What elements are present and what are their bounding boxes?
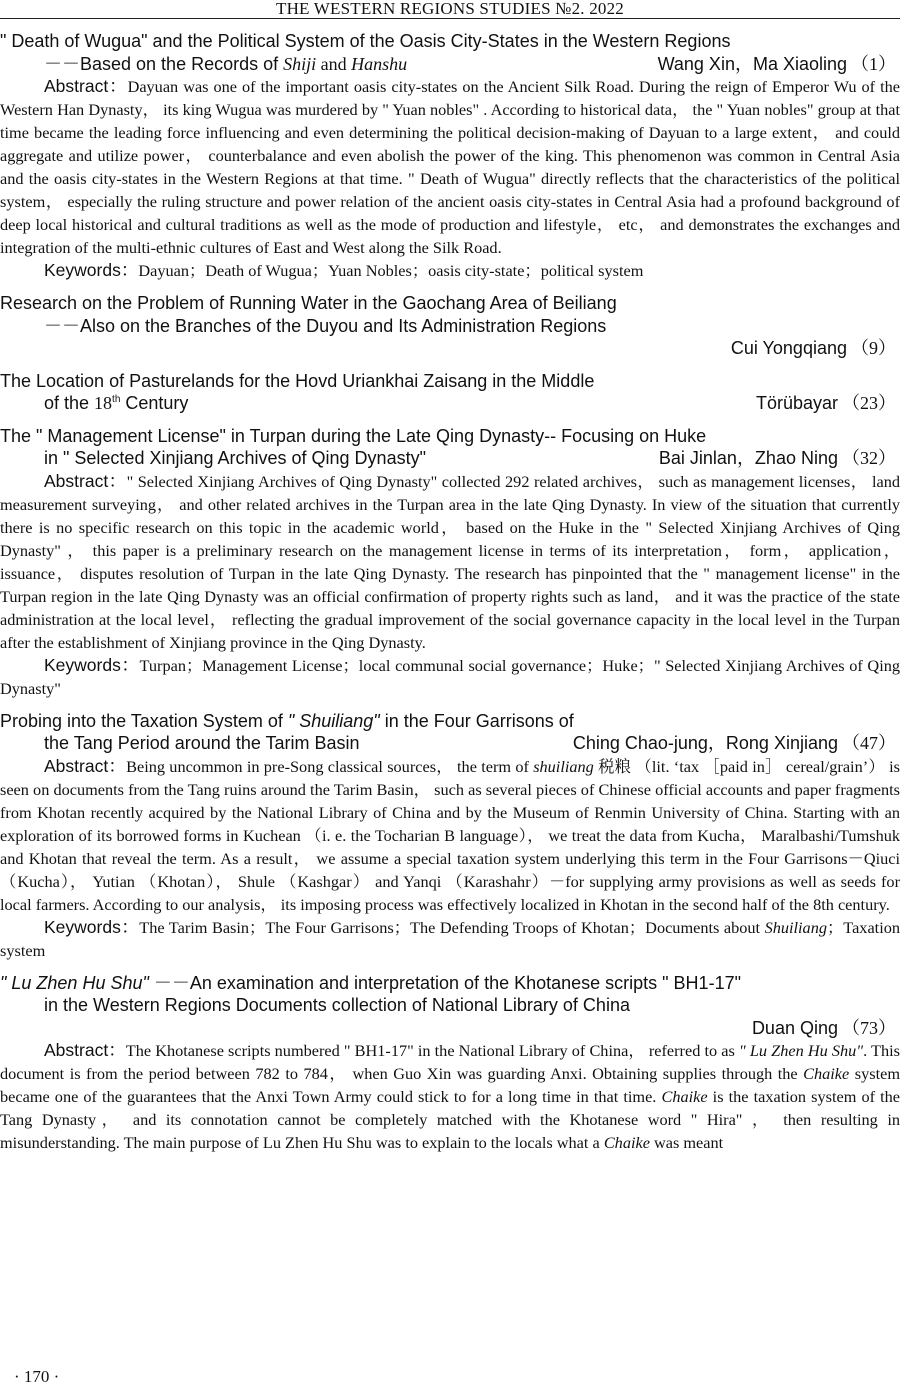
abstract-label: Abstract：	[44, 755, 127, 776]
article-entry-turpan	[0, 425, 900, 700]
article-title[interactable]: The " Management License" in Turpan during the Late Qing Dynasty-- Focusing on Huke	[0, 425, 707, 446]
article-entry-hovd	[0, 370, 900, 415]
article-title-continued[interactable]: in the Western Regions Documents collection of National Library of China	[44, 995, 630, 1015]
article-keywords: Keywords：Dayuan；Death of Wugua；Yuan Nobles；oasis city-state；political system	[44, 260, 644, 280]
page-folio: · 170 ·	[14, 1367, 60, 1386]
keywords-label: Keywords：	[44, 654, 140, 675]
abstract-label: Abstract：	[44, 1040, 126, 1060]
page-number: （9）	[851, 338, 896, 358]
article-keywords: Keywords：The Tarim Basin；The Four Garrisons；The Defending Troops of Khotan；Documents about Shuiliang；Taxation system	[0, 916, 900, 960]
contents-list	[0, 30, 900, 1164]
article-abstract: Abstract：Being uncommon in pre-Song classical sources， the term of shuiliang 税粮 （lit. ‘tax ［paid in］ cereal/grain’） is seen on documents from the Tang ruins around the Tarim Basin， such as several pieces of Chinese official accounts and paper fragments from Khotan recently acquired by the National Library of China and by the Museum of Renmin University of China. Starting with an exploration of its borrowed forms in Kuchean （i. e. the Tocharian B language）， we treat the data from Kucha， Maralbashi/Tumshuk and Khotan that reveal the term. As a result， we assume a special taxation system underlying this term in the Four Garrisons－Qiuci （Kucha）， Yutian （Khotan）， Shule （Kashgar） and Yanqi （Karashahr）－for supplying army provisions as well as seeds for local farmers. According to our analysis， its imposing process was effectively localized in Khotan in the second half of the 8th century.	[0, 755, 900, 914]
article-authors: Ching Chao-jung，Rong Xinjiang	[572, 733, 838, 753]
article-entry-gaochang	[0, 292, 900, 360]
article-subtitle[interactable]: －－Also on the Branches of the Duyou and Its Administration Regions	[44, 315, 607, 336]
article-abstract: Abstract：Dayuan was one of the important oasis city-states on the Ancient Silk Road. During the reign of Emperor Wu of the Western Han Dynasty， its king Wugua was murdered by " Yuan nobles" . According to historical data， the " Yuan nobles" group at that time became the leading force influencing and even determining the political decision-making of Dayuan to a large extent， and could aggregate and utilize power， counterbalance and even abolish the power of the king. This phenomenon was common in Central Asia and the oasis city-states in the Western Regions at that time. " Death of Wugua" directly reflects that the characteristics of the political system， especially the ruling structure and power relation of the ancient oasis city-states in Central Asia had a profound background of deep local historical and cultural traditions as well as the mode of production and lifestyle， etc， and demonstrates the exchanges and integration of the multi-ethnic cultures of East and West along the Silk Road.	[0, 76, 900, 257]
abstract-label: Abstract：	[44, 470, 127, 491]
article-entry-shuiliang	[0, 710, 900, 962]
article-entry-wugua	[0, 30, 900, 282]
article-byline	[0, 337, 900, 360]
article-title[interactable]: Research on the Problem of Running Water in the Gaochang Area of Beiliang	[0, 293, 617, 313]
page-number: （73）	[842, 1017, 896, 1038]
article-abstract: Abstract：The Khotanese scripts numbered " BH1-17" in the National Library of China， referred to as " Lu Zhen Hu Shu". This document is from the period between 782 to 784， when Guo Xin was guarding Anxi. Obtaining supplies through the Chaike system became one of the guarantees that the Anxi Town Army could stick to for a long time in that time. Chaike is the taxation system of the Tang Dynasty， and its connotation cannot be completely matched with the Khotanese word " Hira" ， then resulting in misunderstanding. The main purpose of Lu Zhen Hu Shu was to explain to the locals what a Chaike was meant	[0, 1040, 900, 1152]
article-keywords: Keywords：Turpan；Management License；local communal social governance；Huke；" Selected Xinjiang Archives of Qing Dynasty"	[0, 654, 900, 698]
page-number: （23）	[842, 393, 896, 413]
running-head: THE WESTERN REGIONS STUDIES №2. 2022	[0, 0, 900, 19]
article-title-continued[interactable]: in " Selected Xinjiang Archives of Qing Dynasty" Bai Jinlan，Zhao Ning （32）	[44, 448, 896, 468]
page-number: （1）	[851, 53, 896, 74]
page-number: （32）	[842, 448, 896, 468]
article-authors: Duan Qing	[751, 1017, 838, 1038]
article-byline	[0, 1017, 900, 1040]
article-title-continued[interactable]: the Tang Period around the Tarim Basin Ching Chao-jung，Rong Xinjiang （47）	[44, 733, 896, 753]
article-title[interactable]: " Lu Zhen Hu Shu" －－An examination and interpretation of the Khotanese scripts " BH1-17"	[0, 972, 741, 993]
article-subtitle[interactable]: －－Based on the Records of Shiji and Hanshu Wang Xin，Ma Xiaoling （1）	[44, 53, 896, 74]
article-title[interactable]: The Location of Pasturelands for the Hovd Uriankhai Zaisang in the Middle	[0, 370, 595, 391]
article-title[interactable]: Probing into the Taxation System of " Shuiliang" in the Four Garrisons of	[0, 710, 574, 731]
article-authors: Törübayar	[755, 393, 838, 413]
article-title-continued[interactable]: of the 18th Century Törübayar （23）	[44, 393, 896, 413]
article-authors: Bai Jinlan，Zhao Ning	[658, 448, 838, 468]
keywords-label: Keywords：	[44, 916, 140, 937]
article-authors: Cui Yongqiang	[730, 338, 847, 358]
article-title[interactable]: " Death of Wugua" and the Political System of the Oasis City-States in the Western Regions	[0, 31, 731, 51]
article-authors: Wang Xin，Ma Xiaoling	[657, 53, 847, 74]
article-entry-lu-zhen-hu-shu	[0, 972, 900, 1155]
article-abstract: Abstract：" Selected Xinjiang Archives of Qing Dynasty" collected 292 related archives， such as management licenses， land measurement surveying， and other related archives in the Turpan area in the late Qing Dynasty. In view of the situation that currently there is no specific research on this topic in the academic world， based on the Huke in the " Selected Xinjiang Archives of Qing Dynasty" ， this paper is a preliminary research on the management license in terms of its interpretation， form， application， issuance， disputes resolution of Turpan in the late Qing Dynasty. The research has pinpointed that the " management license" in the Turpan region in the late Qing Dynasty was an official confirmation of property rights such as land， and it was the practice of the state administration at the local level， reflecting the gradual improvement of the social governance capacity in the local level in the Turpan after the establishment of Xinjiang province in the Qing Dynasty.	[0, 470, 900, 652]
abstract-label: Abstract：	[44, 76, 128, 96]
keywords-label: Keywords：	[44, 260, 139, 280]
page-number: （47）	[842, 733, 896, 753]
